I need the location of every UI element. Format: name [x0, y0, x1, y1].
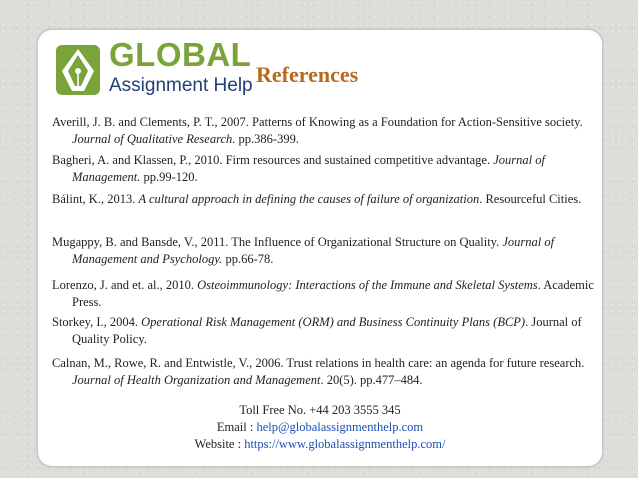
reference-item: Storkey, I., 2004. Operational Risk Management (ORM) and Business Continuity Plans (BCP). Journal of Quality Policy.	[52, 315, 582, 346]
reference-item: Mugappy, B. and Bansde, V., 2011. The Influence of Organizational Structure on Quality. Journal of Management and Psychology. pp.66-78.	[52, 235, 555, 266]
reference-item: Calnan, M., Rowe, R. and Entwistle, V., 2006. Trust relations in health care: an agenda for future research. Journal of Health Organization and Management. 20(5). pp.477–484.	[52, 356, 585, 387]
email-link[interactable]: help@globalassignmenthelp.com	[256, 420, 424, 434]
logo-text-global: GLOBAL	[109, 36, 252, 73]
contact-phone: Toll Free No. +44 203 3555 345	[239, 403, 401, 417]
slide-title: References	[256, 62, 359, 87]
reference-item: Lorenzo, J. and et. al., 2010. Osteoimmunology: Interactions of the Immune and Skeletal Systems. Academic Press.	[52, 278, 594, 309]
global-assignment-help-logo	[54, 36, 253, 104]
logo-text-assignment-help: Assignment Help	[109, 75, 253, 96]
reference-item: Averill, J. B. and Clements, P. T., 2007. Patterns of Knowing as a Foundation for Action-Sensitive society. Journal of Qualitative Research. pp.386-399.	[52, 115, 583, 146]
pen-nib-logo-icon	[54, 41, 104, 99]
contact-website: Website : https://www.globalassignmenthelp.com/	[194, 437, 446, 451]
reference-item: Bagheri, A. and Klassen, P., 2010. Firm resources and sustained competitive advantage. Journal of Management. pp.99-120.	[52, 153, 545, 184]
website-link[interactable]: https://www.globalassignmenthelp.com/	[244, 437, 446, 451]
contact-email: Email : help@globalassignmenthelp.com	[216, 420, 424, 434]
reference-item: Bálint, K., 2013. A cultural approach in defining the causes of failure of organization. Resourceful Cities.	[52, 192, 582, 206]
